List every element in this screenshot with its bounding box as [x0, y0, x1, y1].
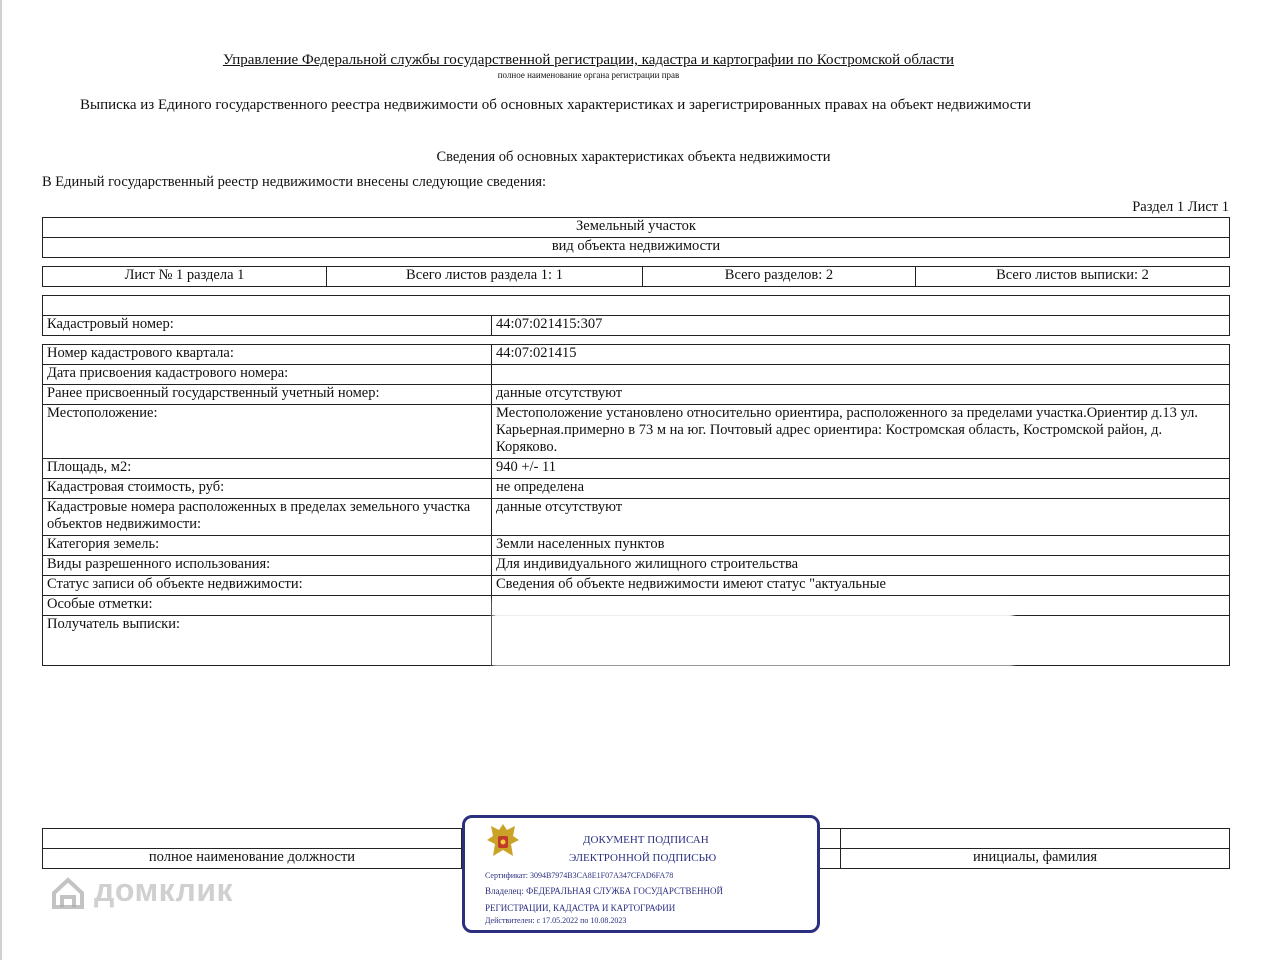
section-title: Сведения об основных характеристиках объекта недвижимости	[436, 149, 831, 165]
usage-value: Для индивидуального жилищного строительства	[492, 556, 1230, 576]
prev-number-label: Ранее присвоенный государственный учетный номер:	[43, 385, 492, 405]
sheet-number: Лист № 1 раздела 1	[43, 267, 327, 287]
status-label: Статус записи об объекте недвижимости:	[43, 576, 492, 596]
recipient-label: Получатель выписки:	[43, 616, 492, 666]
intro-text: В Единый государственный реестр недвижимости внесены следующие сведения:	[42, 174, 547, 190]
quarter-label: Номер кадастрового квартала:	[43, 345, 492, 365]
name-blank	[841, 829, 1230, 849]
stamp-line-2: ЭЛЕКТРОННОЙ ПОДПИСЬЮ	[569, 852, 717, 864]
organization-title: Управление Федеральной службы государственной регистрации, кадастра и картографии по Костромской области	[222, 52, 955, 68]
prev-number-value: данные отсутствуют	[492, 385, 1230, 405]
area-label: Площадь, м2:	[43, 459, 492, 479]
page-edge	[0, 0, 2, 960]
object-type: Земельный участок	[43, 218, 1230, 238]
object-type-table	[42, 217, 1230, 258]
house-icon	[48, 873, 88, 913]
position-caption: полное наименование должности	[43, 849, 462, 869]
stamp-certificate: Сертификат: 3094B7974B3CA8E1F07A347CFAD6FA78	[485, 871, 674, 880]
assign-date-value	[492, 365, 1230, 385]
cadastral-number-value: 44:07:021415:307	[492, 316, 1230, 336]
inner-numbers-value: данные отсутствуют	[492, 499, 1230, 536]
document-title: Выписка из Единого государственного реестра недвижимости об основных характеристиках и зарегистрированных правах на объект недвижимости	[80, 97, 1032, 113]
watermark-text: домклик	[94, 872, 234, 908]
total-sheets-section: Всего листов раздела 1: 1	[327, 267, 643, 287]
cadastral-number-label: Кадастровый номер:	[43, 316, 492, 336]
category-label: Категория земель:	[43, 536, 492, 556]
blank-row	[43, 296, 1230, 316]
area-value: 940 +/- 11	[492, 459, 1230, 479]
location-label: Местоположение:	[43, 405, 492, 459]
quarter-value: 44:07:021415	[492, 345, 1230, 365]
position-blank	[43, 829, 462, 849]
total-sheets-extract: Всего листов выписки: 2	[916, 267, 1230, 287]
sheets-table	[42, 266, 1230, 287]
cost-value: не определена	[492, 479, 1230, 499]
notes-label: Особые отметки:	[43, 596, 492, 616]
status-value: Сведения об объекте недвижимости имеют статус "актуальные	[492, 576, 1230, 596]
watermark	[48, 872, 233, 913]
stamp-owner-cont: РЕГИСТРАЦИИ, КАДАСТРА И КАРТОГРАФИИ	[485, 903, 676, 913]
coat-of-arms-icon	[485, 822, 521, 862]
assign-date-label: Дата присвоения кадастрового номера:	[43, 365, 492, 385]
stamp-owner: Владелец: ФЕДЕРАЛЬНАЯ СЛУЖБА ГОСУДАРСТВЕННОЙ	[485, 886, 724, 896]
inner-numbers-label: Кадастровые номера расположенных в пределах земельного участка объектов недвижимости:	[43, 499, 492, 536]
redacted-area	[493, 600, 1013, 666]
cadastral-number-table	[42, 295, 1230, 336]
stamp-validity: Действителен: с 17.05.2022 по 10.08.2023	[485, 916, 627, 925]
organization-caption: полное наименование органа регистрации прав	[497, 70, 680, 80]
electronic-signature-stamp	[462, 815, 820, 933]
section-reference: Раздел 1 Лист 1	[1132, 199, 1229, 215]
location-value: Местоположение установлено относительно ориентира, расположенного за пределами участка.Ориентир д.13 ул. Карьерная.примерно в 73 м на юг. Почтовый адрес ориентира: Костромская область, Костромской район, д. Коряково.	[492, 405, 1230, 459]
total-sections: Всего разделов: 2	[643, 267, 916, 287]
name-caption: инициалы, фамилия	[841, 849, 1230, 869]
cost-label: Кадастровая стоимость, руб:	[43, 479, 492, 499]
category-value: Земли населенных пунктов	[492, 536, 1230, 556]
object-type-caption: вид объекта недвижимости	[43, 238, 1230, 258]
stamp-line-1: ДОКУМЕНТ ПОДПИСАН	[583, 834, 709, 846]
usage-label: Виды разрешенного использования:	[43, 556, 492, 576]
